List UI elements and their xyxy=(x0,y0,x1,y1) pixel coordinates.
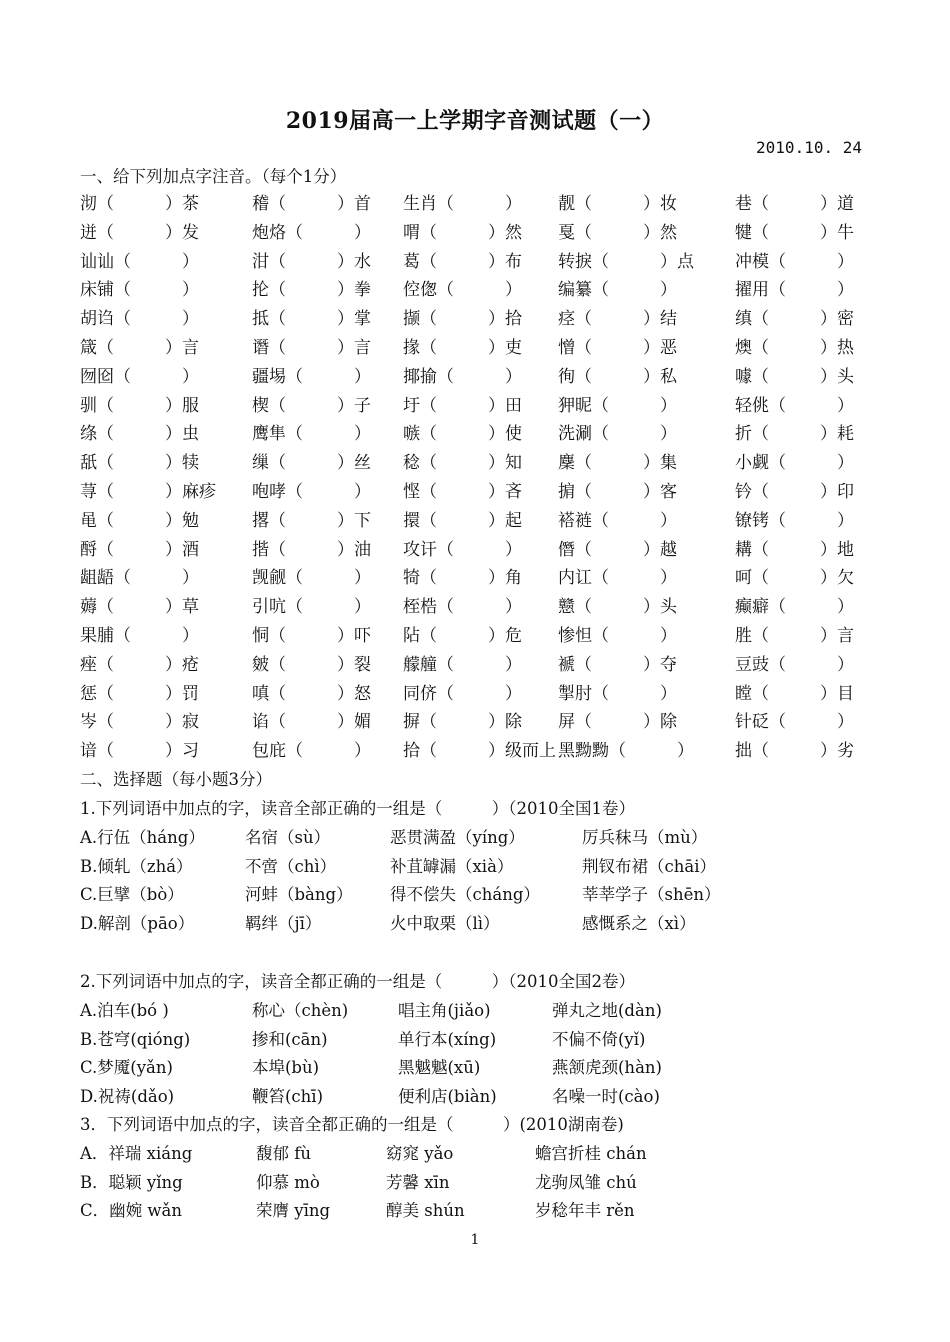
grid-item: 龃龉（ ） xyxy=(80,568,199,589)
grid-item: 阽（ ）危 xyxy=(403,625,522,646)
grid-item: 惨怛（ ） xyxy=(558,625,677,646)
grid-item: 桎梏（ ） xyxy=(403,597,522,618)
option-word: 蟾宫折桂 chán xyxy=(535,1143,647,1163)
grid-row xyxy=(80,622,880,651)
page-title: 2019届高一上学期字音测试题（一） xyxy=(285,108,665,134)
grid-item: 迸（ ）发 xyxy=(80,222,199,243)
option-word: 唱主角(jiǎo) xyxy=(398,1000,491,1020)
grid-item: 攻讦（ ） xyxy=(403,539,522,560)
grid-item: 嗾（ ）使 xyxy=(403,424,522,445)
option-word: 莘莘学子（shēn） xyxy=(582,885,721,905)
grid-item: 褫（ ）夺 xyxy=(558,654,677,675)
grid-item: 泔（ ）水 xyxy=(252,251,371,272)
grid-row xyxy=(80,507,880,536)
grid-row xyxy=(80,449,880,478)
grid-row xyxy=(80,737,880,766)
grid-item: 镣铐（ ） xyxy=(735,510,854,531)
grid-item: 巷（ ）道 xyxy=(735,194,854,214)
grid-item: 缫（ ）丝 xyxy=(252,453,371,474)
option-word: 本埠(bù) xyxy=(252,1058,320,1078)
grid-row xyxy=(80,593,880,622)
answer-option xyxy=(80,881,890,910)
grid-item: 圩（ ）田 xyxy=(403,395,522,416)
option-word: A.泊车(bó ) xyxy=(80,1000,169,1020)
grid-item: 褡裢（ ） xyxy=(558,510,677,531)
grid-item: 癫癖（ ） xyxy=(735,597,854,618)
answer-option xyxy=(80,910,890,939)
option-word: 得不偿失（cháng） xyxy=(390,885,540,905)
grid-row xyxy=(80,248,880,277)
grid-item: 燠（ ）热 xyxy=(735,337,854,358)
answer-option xyxy=(80,1083,890,1112)
grid-item: 徇（ ）私 xyxy=(558,366,677,387)
grid-row xyxy=(80,651,880,680)
option-word: 羁绊（jī） xyxy=(245,914,322,934)
grid-item: 痤（ ）疮 xyxy=(80,654,199,675)
answer-option xyxy=(80,997,890,1026)
grid-item: 绦（ ）虫 xyxy=(80,424,199,445)
grid-item: 豆豉（ ） xyxy=(735,654,854,675)
grid-item: 掮（ ）客 xyxy=(558,481,677,502)
grid-item: 胜（ ）言 xyxy=(735,625,854,646)
option-word: 单行本(xíng) xyxy=(398,1029,497,1049)
grid-item: 戛（ ）然 xyxy=(558,222,677,243)
grid-row xyxy=(80,536,880,565)
grid-item: 屏（ ）除 xyxy=(558,712,677,733)
grid-item: 薅（ ）草 xyxy=(80,597,199,618)
answer-option xyxy=(80,853,890,882)
grid-item: 稔（ ）知 xyxy=(403,453,522,474)
grid-item: 靓（ ）妆 xyxy=(558,194,677,214)
grid-item: 擐（ ）起 xyxy=(403,510,522,531)
grid-item: 喟（ ）然 xyxy=(403,222,522,243)
grid-item: 耩（ ）地 xyxy=(735,539,854,560)
option-word: 恶贯满盈（yíng） xyxy=(390,827,525,847)
grid-item: 谮（ ）言 xyxy=(252,337,371,358)
grid-row xyxy=(80,334,880,363)
grid-item: 床铺（ ） xyxy=(80,280,199,301)
grid-item: 洗涮（ ） xyxy=(558,424,677,445)
option-word: C.梦魇(yǎn) xyxy=(80,1058,173,1078)
option-word: 厉兵秣马（mù） xyxy=(582,827,708,847)
option-word: 便利店(biàn) xyxy=(398,1087,497,1107)
grid-item: 驯（ ）服 xyxy=(80,395,199,416)
question-stem: 1.下列词语中加点的字，读音全部正确的一组是（ ）（2010全国1卷） xyxy=(80,799,635,818)
grid-item: 酹（ ）酒 xyxy=(80,539,199,560)
option-word: 名宿（sù） xyxy=(245,827,331,847)
grid-item: 憎（ ）恶 xyxy=(558,337,677,358)
grid-item: 瞠（ ）目 xyxy=(735,683,854,704)
option-word: 芳馨 xīn xyxy=(386,1172,450,1192)
grid-item: 引吭（ ） xyxy=(252,597,371,618)
grid-item: 折（ ）耗 xyxy=(735,424,854,445)
grid-item: 葛（ ）布 xyxy=(403,251,522,272)
grid-item: 黑黝黝（ ） xyxy=(558,741,694,762)
grid-item: 犄（ ）角 xyxy=(403,568,522,589)
option-word: 鞭笞(chī) xyxy=(252,1087,324,1107)
answer-option xyxy=(80,1140,890,1169)
grid-item: 包庇（ ） xyxy=(252,741,371,762)
grid-row xyxy=(80,478,880,507)
answer-option xyxy=(80,1169,890,1198)
grid-item: 箴（ ）言 xyxy=(80,337,199,358)
option-word: 弹丸之地(dàn) xyxy=(552,1000,662,1020)
grid-item: 艨艟（ ） xyxy=(403,654,522,675)
grid-item: 疆埸（ ） xyxy=(252,366,371,387)
option-word: A．祥瑞 xiáng xyxy=(80,1143,193,1163)
option-word: 醇美 shún xyxy=(386,1201,465,1221)
grid-item: 轻佻（ ） xyxy=(735,395,854,416)
grid-item: 麇（ ）集 xyxy=(558,453,677,474)
grid-item: 针砭（ ） xyxy=(735,712,854,733)
question-1 xyxy=(80,795,890,939)
grid-item: 噱（ ）头 xyxy=(735,366,854,387)
question-stem: 3．下列词语中加点的字，读音全都正确的一组是（ ）(2010湖南卷) xyxy=(80,1115,624,1134)
grid-item: 炮烙（ ） xyxy=(252,222,371,243)
grid-item: 拾（ ）级而上 xyxy=(403,741,556,762)
grid-item: 讪讪（ ） xyxy=(80,251,199,272)
grid-item: 缜（ ）密 xyxy=(735,309,854,330)
option-word: 补苴罅漏（xià） xyxy=(390,856,514,876)
grid-item: 鹰隼（ ） xyxy=(252,424,371,445)
answer-option xyxy=(80,1026,890,1055)
grid-item: 囫囵（ ） xyxy=(80,366,199,387)
grid-item: 黾（ ）勉 xyxy=(80,510,199,531)
option-word: B.倾轧（zhá） xyxy=(80,856,193,876)
option-word: 窈窕 yǎo xyxy=(386,1143,454,1163)
grid-item: 编纂（ ） xyxy=(558,280,677,301)
grid-row xyxy=(80,708,880,737)
answer-option xyxy=(80,824,890,853)
grid-row xyxy=(80,363,880,392)
grid-item: 抡（ ）拳 xyxy=(252,280,371,301)
grid-item: 抵（ ）掌 xyxy=(252,309,371,330)
option-word: 称心（chèn) xyxy=(252,1000,349,1020)
option-word: C.巨擘（bò） xyxy=(80,885,184,905)
option-word: 燕颔虎颈(hàn) xyxy=(552,1058,662,1078)
phonetic-grid xyxy=(80,190,880,766)
grid-item: 楔（ ）子 xyxy=(252,395,371,416)
grid-item: 掾（ ）吏 xyxy=(403,337,522,358)
question-3 xyxy=(80,1111,890,1226)
grid-row xyxy=(80,305,880,334)
grid-item: 撂（ ）下 xyxy=(252,510,371,531)
option-word: 名噪一时(cào) xyxy=(552,1087,660,1107)
grid-item: 犍（ ）牛 xyxy=(735,222,854,243)
grid-item: 内讧（ ） xyxy=(558,568,677,589)
option-word: 仰慕 mò xyxy=(256,1172,320,1192)
grid-item: 稽（ ）首 xyxy=(252,194,371,214)
option-word: D.解剖（pāo） xyxy=(80,914,195,934)
question-2 xyxy=(80,968,890,1112)
grid-item: 胡诌（ ） xyxy=(80,309,199,330)
option-word: 荆钗布裙（chāi） xyxy=(582,856,716,876)
answer-option xyxy=(80,1054,890,1083)
grid-item: 谄（ ）媚 xyxy=(252,712,371,733)
grid-row xyxy=(80,392,880,421)
section1-heading: 一、给下列加点字注音。（每个1分） xyxy=(80,167,347,186)
grid-item: 僭（ ）越 xyxy=(558,539,677,560)
grid-item: 擢用（ ） xyxy=(735,280,854,301)
grid-item: 咆哮（ ） xyxy=(252,481,371,502)
grid-row xyxy=(80,190,880,219)
option-word: C．幽婉 wǎn xyxy=(80,1201,182,1221)
grid-item: 小觑（ ） xyxy=(735,453,854,474)
grid-item: 沏（ ）茶 xyxy=(80,194,199,214)
option-word: 不偏不倚(yǐ) xyxy=(552,1029,646,1049)
option-word: B.苍穹(qióng) xyxy=(80,1029,191,1049)
grid-item: 嗔（ ）怒 xyxy=(252,683,371,704)
grid-item: 撷（ ）拾 xyxy=(403,309,522,330)
option-word: 火中取栗（lì） xyxy=(390,914,500,934)
option-word: A.行伍（háng） xyxy=(80,827,205,847)
grid-item: 戆（ ）头 xyxy=(558,597,677,618)
grid-item: 岑（ ）寂 xyxy=(80,712,199,733)
option-word: 不啻（chì） xyxy=(245,856,337,876)
answer-option xyxy=(80,1197,890,1226)
grid-item: 摒（ ）除 xyxy=(403,712,522,733)
option-word: 荣膺 yīng xyxy=(256,1201,331,1221)
grid-row xyxy=(80,420,880,449)
grid-item: 生肖（ ） xyxy=(403,194,522,214)
grid-row xyxy=(80,276,880,305)
option-word: D.祝祷(dǎo) xyxy=(80,1087,175,1107)
grid-item: 果脯（ ） xyxy=(80,625,199,646)
grid-item: 惩（ ）罚 xyxy=(80,683,199,704)
grid-item: 觊觎（ ） xyxy=(252,568,371,589)
option-word: 岁稔年丰 rěn xyxy=(535,1201,635,1221)
grid-item: 谙（ ）习 xyxy=(80,741,199,762)
grid-item: 掣肘（ ） xyxy=(558,683,677,704)
option-word: 河蚌（bàng） xyxy=(245,885,353,905)
option-word: 感慨系之（xì） xyxy=(582,914,696,934)
grid-item: 皴（ ）裂 xyxy=(252,654,371,675)
grid-row xyxy=(80,564,880,593)
grid-row xyxy=(80,219,880,248)
grid-item: 倥偬（ ） xyxy=(403,280,522,301)
grid-item: 拙（ ）劣 xyxy=(735,741,854,762)
grid-item: 狎昵（ ） xyxy=(558,395,677,416)
option-word: 龙驹凤雏 chú xyxy=(535,1172,637,1192)
grid-item: 钤（ ）印 xyxy=(735,481,854,502)
grid-item: 呵（ ）欠 xyxy=(735,568,854,589)
section2-heading: 二、选择题（每小题3分） xyxy=(80,770,272,789)
grid-item: 痉（ ）结 xyxy=(558,309,677,330)
grid-row xyxy=(80,680,880,709)
question-stem: 2.下列词语中加点的字，读音全都正确的一组是（ ）（2010全国2卷） xyxy=(80,972,635,991)
grid-item: 冲模（ ） xyxy=(735,251,854,272)
grid-item: 揩（ ）油 xyxy=(252,539,371,560)
option-word: 黑魆魆(xū) xyxy=(398,1058,481,1078)
page-date: 2010.10. 24 xyxy=(756,138,862,157)
grid-item: 转捩（ ）点 xyxy=(558,251,694,272)
option-word: B．聪颖 yǐng xyxy=(80,1172,183,1192)
grid-item: 同侪（ ） xyxy=(403,683,522,704)
grid-item: 荨（ ）麻疹 xyxy=(80,481,216,502)
grid-item: 揶揄（ ） xyxy=(403,366,522,387)
option-word: 掺和(cān) xyxy=(252,1029,328,1049)
grid-item: 舐（ ）犊 xyxy=(80,453,199,474)
option-word: 馥郁 fù xyxy=(256,1143,311,1163)
page-number: 1 xyxy=(470,1232,480,1248)
grid-item: 悭（ ）吝 xyxy=(403,481,522,502)
grid-item: 恫（ ）吓 xyxy=(252,625,371,646)
